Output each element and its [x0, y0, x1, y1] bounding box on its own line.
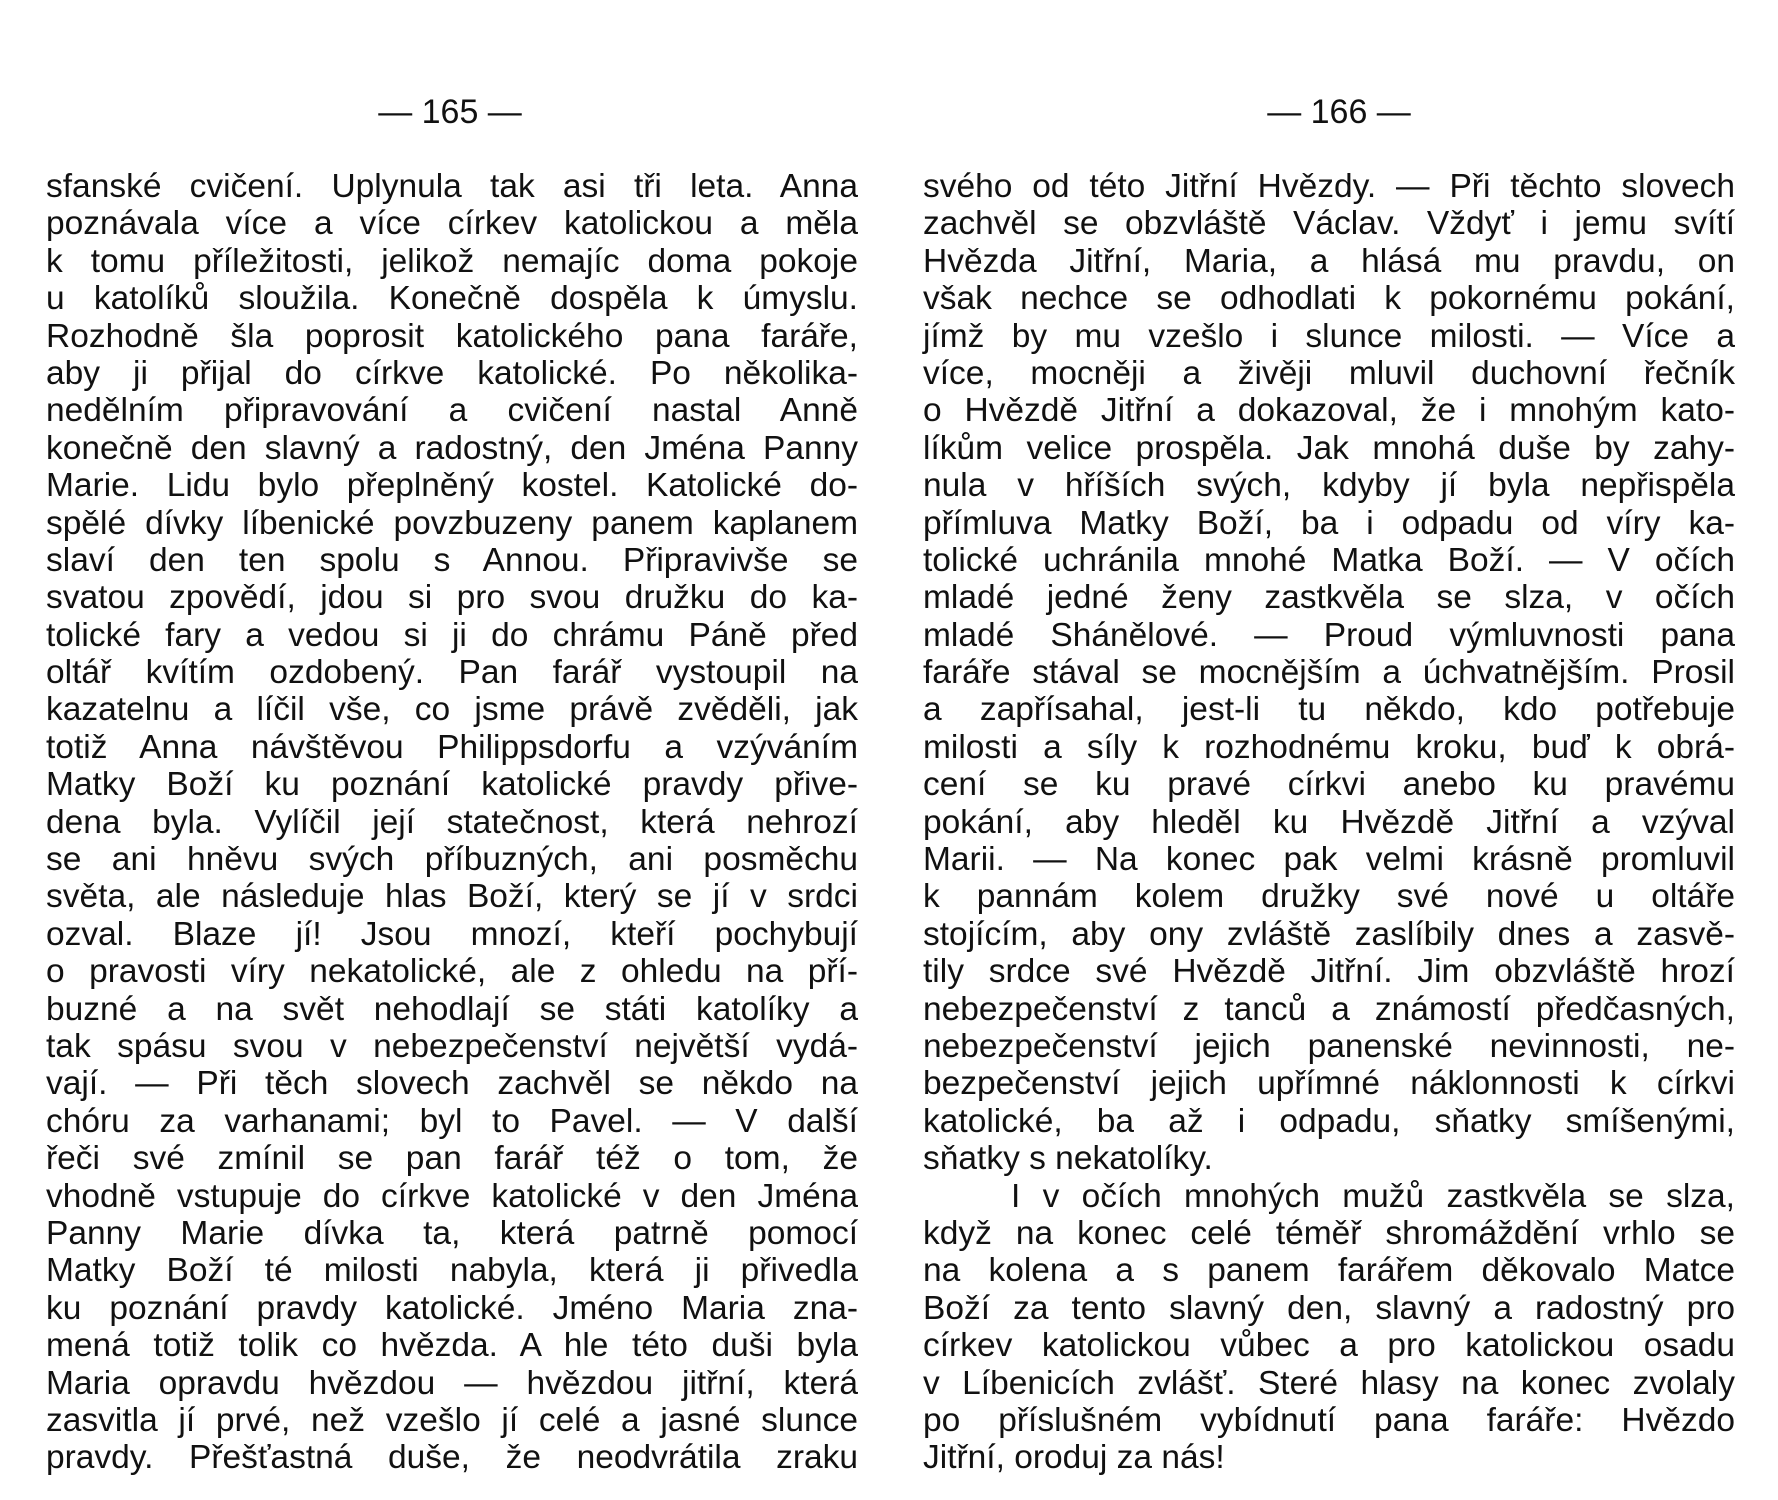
text-line: Boží za tento slavný den, slavný a radostný pro	[923, 1289, 1735, 1327]
text-line: vají. — Při těch slovech zachvěl se někdo na	[46, 1065, 858, 1103]
text-line: slaví den ten spolu s Annou. Připravivše se	[46, 541, 858, 579]
text-line: Hvězda Jitřní, Maria, a hlásá mu pravdu, on	[923, 242, 1735, 280]
text-line: svatou zpovědí, jdou si pro svou družku do ka-	[46, 579, 858, 617]
text-line: o Hvězdě Jitřní a dokazoval, že i mnohým kato-	[923, 392, 1735, 430]
text-line: faráře stával se mocnějším a úchvatnějším. Prosil	[923, 654, 1735, 692]
text-line: řeči své zmínil se pan farář též o tom, že	[46, 1140, 858, 1178]
text-line: aby ji přijal do církve katolické. Po několika-	[46, 354, 858, 392]
text-line: nebezpečenství jejich panenské nevinnosti, ne-	[923, 1027, 1735, 1065]
text-line: ku poznání pravdy katolické. Jméno Maria zna-	[46, 1289, 858, 1327]
text-line: mladé Shánělové. — Proud výmluvnosti pana	[923, 616, 1735, 654]
text-line: Rozhodně šla poprosit katolického pana faráře,	[46, 317, 858, 355]
text-line: Maria opravdu hvězdou — hvězdou jitřní, která	[46, 1364, 858, 1402]
page-number: — 166 —	[1267, 93, 1411, 131]
text-line: církev katolickou vůbec a pro katolickou osadu	[923, 1327, 1735, 1365]
text-line: pokání, aby hleděl ku Hvězdě Jitřní a vzýval	[923, 803, 1735, 841]
right-page	[889, 0, 1778, 1500]
text-line: nula v hříších svých, kdyby jí byla nepřispěla	[923, 467, 1735, 505]
text-line: mená totiž tolik co hvězda. A hle této duši byla	[46, 1327, 858, 1365]
text-line: ozval. Blaze jí! Jsou mnozí, kteří pochybují	[46, 915, 858, 953]
text-line: na kolena a s panem farářem děkovalo Matce	[923, 1252, 1735, 1290]
text-line: dena byla. Vylíčil její statečnost, která nehrozí	[46, 803, 858, 841]
text-line: nedělním připravování a cvičení nastal Anně	[46, 392, 858, 430]
text-line: k tomu příležitosti, jelikož nemajíc doma pokoje	[46, 242, 858, 280]
text-line: se ani hněvu svých příbuzných, ani posměchu	[46, 841, 858, 879]
text-line: totiž Anna návštěvou Philippsdorfu a vzýváním	[46, 728, 858, 766]
text-line: k pannám kolem družky své nové u oltáře	[923, 878, 1735, 916]
text-line: bezpečenství jejich upřímné náklonnosti k církvi	[923, 1065, 1735, 1103]
text-line: sfanské cvičení. Uplynula tak asi tři leta. Anna	[46, 168, 858, 205]
text-line: Matky Boží té milosti nabyla, která ji přivedla	[46, 1252, 858, 1290]
text-line: v Líbenicích zvlášť. Steré hlasy na konec zvolaly	[923, 1364, 1735, 1402]
body-text	[923, 168, 1735, 1477]
text-line: přímluva Matky Boží, ba i odpadu od víry ka-	[923, 504, 1735, 542]
text-line: vhodně vstupuje do církve katolické v den Jména	[46, 1177, 858, 1215]
text-line: Marii. — Na konec pak velmi krásně promluvil	[923, 841, 1735, 879]
text-line: jímž by mu vzešlo i slunce milosti. — Více a	[923, 317, 1735, 355]
text-line: spělé dívky líbenické povzbuzeny panem kaplanem	[46, 504, 858, 542]
text-line: svého od této Jitřní Hvězdy. — Při těchto slovech	[923, 168, 1735, 205]
text-line: světa, ale následuje hlas Boží, který se jí v srdci	[46, 878, 858, 916]
text-line: více, mocněji a živěji mluvil duchovní řečník	[923, 354, 1735, 392]
text-line: a zapřísahal, jest-li tu někdo, kdo potřebuje	[923, 691, 1735, 729]
text-line: konečně den slavný a radostný, den Jména Panny	[46, 429, 858, 467]
text-line: Matky Boží ku poznání katolické pravdy přive-	[46, 766, 858, 804]
text-line: když na konec celé téměř shromáždění vrhlo se	[923, 1214, 1735, 1252]
text-line: I v očích mnohých mužů zastkvěla se slza,	[1011, 1177, 1735, 1215]
text-line: stojícím, aby ony zvláště zaslíbily dnes a zasvě-	[923, 915, 1735, 953]
text-line: tily srdce své Hvězdě Jitřní. Jim obzvláště hrozí	[923, 953, 1735, 991]
text-line: milosti a síly k rozhodnému kroku, buď k obrá-	[923, 728, 1735, 766]
text-line: poznávala více a více církev katolickou a měla	[46, 205, 858, 243]
body-text	[46, 168, 858, 1477]
text-line: pravdy. Přešťastná duše, že neodvrátila zraku	[46, 1439, 858, 1477]
page-number: — 165 —	[378, 93, 522, 131]
text-line: tolické uchránila mnohé Matka Boží. — V očích	[923, 541, 1735, 579]
text-line: nebezpečenství z tanců a známostí předčasných,	[923, 990, 1735, 1028]
text-line: mladé jedné ženy zastkvěla se slza, v očích	[923, 579, 1735, 617]
text-line: kazatelnu a líčil vše, co jsme právě zvěděli, jak	[46, 691, 858, 729]
text-line: zasvitla jí prvé, než vzešlo jí celé a jasné slunce	[46, 1401, 858, 1439]
text-line: buzné a na svět nehodlají se státi katolíky a	[46, 990, 858, 1028]
text-line: však nechce se odhodlati k pokornému pokání,	[923, 280, 1735, 318]
text-line: u katolíků sloužila. Konečně dospěla k úmyslu.	[46, 280, 858, 318]
text-line: oltář kvítím ozdobený. Pan farář vystoupil na	[46, 654, 858, 692]
text-line: Jitřní, oroduj za nás!	[923, 1439, 1225, 1477]
text-line: tak spásu svou v nebezpečenství největší vydá-	[46, 1027, 858, 1065]
text-line: Marie. Lidu bylo přeplněný kostel. Katolické do-	[46, 467, 858, 505]
text-line: Panny Marie dívka ta, která patrně pomocí	[46, 1214, 858, 1252]
text-line: cení se ku pravé církvi anebo ku pravému	[923, 766, 1735, 804]
text-line: o pravosti víry nekatolické, ale z ohledu na pří-	[46, 953, 858, 991]
text-line: po příslušném vybídnutí pana faráře: Hvězdo	[923, 1401, 1735, 1439]
text-line: líkům velice prospěla. Jak mnohá duše by zahy-	[923, 429, 1735, 467]
text-line: chóru za varhanami; byl to Pavel. — V další	[46, 1102, 858, 1140]
text-line: zachvěl se obzvláště Václav. Vždyť i jemu svítí	[923, 205, 1735, 243]
text-line: sňatky s nekatolíky.	[923, 1140, 1213, 1178]
text-line: tolické fary a vedou si ji do chrámu Páně před	[46, 616, 858, 654]
text-line: katolické, ba až i odpadu, sňatky smíšenými,	[923, 1102, 1735, 1140]
